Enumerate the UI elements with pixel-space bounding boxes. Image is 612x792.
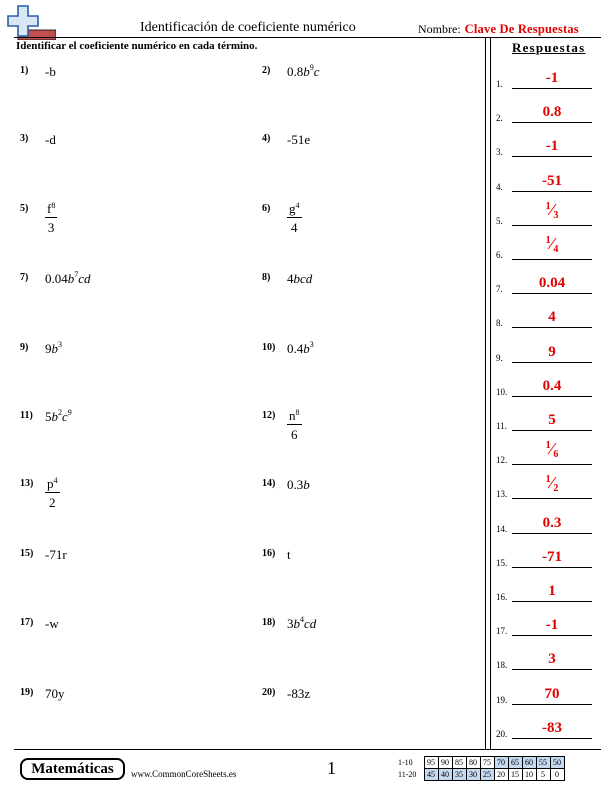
problem-number: 5) <box>20 203 29 214</box>
answer-fraction-slash: ⁄ <box>550 439 554 459</box>
problem-expression <box>287 132 310 148</box>
answer-line <box>512 498 592 499</box>
numerator-exponent: 4 <box>53 476 58 485</box>
answer-value: -1 <box>545 70 559 86</box>
answer-line <box>512 669 592 670</box>
name-label: Nombre: <box>418 22 461 36</box>
answer-number: 5. <box>496 215 503 226</box>
problem-number: 7) <box>20 272 29 283</box>
variable: b <box>51 341 58 356</box>
problem-number: 9) <box>20 342 29 353</box>
numerator-base: n <box>289 408 296 423</box>
exponent: 2 <box>58 408 62 417</box>
variable: c <box>62 409 68 424</box>
answer-line <box>512 225 592 226</box>
problem-expression <box>287 686 310 702</box>
score-cell: 65 <box>508 757 522 769</box>
answer-fraction-denominator: 6 <box>553 449 559 461</box>
variable: b <box>67 271 75 286</box>
answer-value: 5 <box>548 412 556 428</box>
problem-expression <box>287 271 312 287</box>
answer-number: 9. <box>496 352 503 363</box>
problem-number: 19) <box>20 687 34 698</box>
answer-line <box>512 396 592 397</box>
answer-number: 12. <box>496 455 508 466</box>
variable: bcd <box>293 271 313 286</box>
fraction-numerator <box>45 476 60 493</box>
score-cell: 5 <box>536 769 550 781</box>
score-cell: 85 <box>452 757 466 769</box>
exponent: 9 <box>67 408 72 417</box>
problem-number: 1) <box>20 65 29 76</box>
problem-number: 4) <box>262 133 271 144</box>
answer-line <box>512 601 592 602</box>
problem-expression <box>45 409 72 425</box>
problem-expression <box>45 271 91 287</box>
variable: b <box>303 341 310 356</box>
variable: cd <box>304 616 317 631</box>
fraction-numerator <box>287 201 302 218</box>
answer-line <box>512 362 592 363</box>
problem-expression <box>287 547 291 563</box>
exponent: 9 <box>309 63 314 72</box>
answer-fraction-numerator: 1 <box>545 235 551 246</box>
problem-number: 11) <box>20 410 33 421</box>
answer-value: -51 <box>542 172 562 189</box>
score-cell: 50 <box>550 757 564 769</box>
instructions: Identificar el coeficiente numérico en cada término. <box>16 40 258 52</box>
score-table <box>398 756 565 781</box>
problem-expression <box>45 476 60 511</box>
answer-fraction <box>512 200 592 221</box>
answer-line <box>512 635 592 636</box>
answer-line <box>512 704 592 705</box>
answer-value: 0.04 <box>538 275 566 292</box>
score-cell: 20 <box>494 769 508 781</box>
problem-expression <box>45 201 57 236</box>
answer-number: 13. <box>496 489 508 500</box>
answer-line <box>512 259 592 260</box>
score-row-label: 11-20 <box>398 770 417 779</box>
answer-line <box>512 88 592 89</box>
score-cell: 0 <box>550 769 564 781</box>
fraction-denominator: 6 <box>291 427 298 442</box>
score-cell: 95 <box>424 757 438 769</box>
problem-number: 20) <box>262 687 276 698</box>
fraction <box>45 476 60 510</box>
answer-line <box>512 430 592 431</box>
problem-number: 6) <box>262 203 271 214</box>
answer-line <box>512 533 592 534</box>
answer-line <box>512 327 592 328</box>
answer-value: -71 <box>542 548 562 565</box>
variable: b <box>303 64 310 79</box>
score-cell: 90 <box>438 757 452 769</box>
worksheet-title: Identificación de coeficiente numérico <box>140 20 356 35</box>
problem-expression <box>45 64 56 80</box>
answer-number: 17. <box>496 626 508 637</box>
footer-divider <box>14 749 601 750</box>
score-cell: 30 <box>466 769 480 781</box>
problem-number: 10) <box>262 342 276 353</box>
numerator-exponent: 8 <box>51 201 56 210</box>
problem-expression <box>287 341 314 357</box>
site-url: www.CommonCoreSheets.es <box>131 769 237 779</box>
coefficient-text: 4 <box>287 271 294 286</box>
answer-line <box>512 122 592 123</box>
answer-number: 15. <box>496 557 508 568</box>
score-cell: 80 <box>466 757 480 769</box>
coefficient-text: t <box>287 547 291 562</box>
answer-line <box>512 293 592 294</box>
variable: b <box>293 616 300 631</box>
problem-expression <box>45 616 59 632</box>
coefficient-text: -51e <box>287 132 311 147</box>
page-number: 1 <box>327 758 336 778</box>
answer-line <box>512 738 592 739</box>
answer-number: 8. <box>496 318 503 329</box>
answer-line <box>512 464 592 465</box>
answer-number: 1. <box>496 79 503 89</box>
answer-key-label: Clave De Respuestas <box>464 22 579 36</box>
answer-fraction-denominator: 4 <box>553 244 559 255</box>
answer-value: 0.3 <box>542 514 562 531</box>
answer-value: -1 <box>545 138 559 155</box>
answer-number: 20. <box>496 728 508 739</box>
problem-expression <box>45 132 56 148</box>
variable: cd <box>78 271 91 286</box>
fraction-denominator: 2 <box>49 495 56 510</box>
problem-expression <box>287 408 302 443</box>
coefficient-text: 0.4 <box>287 341 304 356</box>
fraction <box>45 201 57 235</box>
problem-number: 14) <box>262 478 276 489</box>
answer-number: 3. <box>496 147 503 158</box>
coefficient-text: -b <box>45 64 56 79</box>
numerator-base: p <box>47 476 54 491</box>
answer-fraction-denominator: 2 <box>553 483 559 495</box>
answer-line <box>512 156 592 157</box>
score-row <box>398 769 564 781</box>
problem-number: 16) <box>262 548 276 559</box>
numerator-exponent: 8 <box>295 408 300 417</box>
answer-value: 70 <box>544 685 560 702</box>
score-cell: 40 <box>438 769 452 781</box>
problem-expression <box>45 547 67 563</box>
problem-expression <box>45 341 62 357</box>
answers-heading: Respuestas <box>512 40 586 55</box>
score-cell: 25 <box>480 769 494 781</box>
answer-fraction-slash: ⁄ <box>550 473 554 493</box>
variable: b <box>303 477 310 492</box>
score-cell: 55 <box>536 757 550 769</box>
problem-number: 15) <box>20 548 34 559</box>
answer-value: -83 <box>542 719 562 736</box>
answer-column-divider <box>485 37 486 750</box>
answer-line <box>512 567 592 568</box>
coefficient-text: 0.3 <box>287 477 304 492</box>
answer-number: 11. <box>496 421 507 431</box>
answer-value: 1 <box>548 583 556 599</box>
problem-expression <box>287 477 310 493</box>
answer-number: 6. <box>496 250 503 260</box>
score-cell: 45 <box>424 769 438 781</box>
answer-fraction-slash: ⁄ <box>550 199 554 219</box>
answer-fraction-numerator: 1 <box>545 200 551 212</box>
answer-value: 4 <box>548 309 556 326</box>
answer-number: 14. <box>496 523 508 534</box>
score-cell: 15 <box>508 769 522 781</box>
score-cell: 75 <box>480 757 494 769</box>
problem-expression <box>287 201 302 236</box>
fraction-denominator: 4 <box>291 220 298 235</box>
answer-fraction-numerator: 1 <box>545 440 551 452</box>
answer-number: 18. <box>496 660 508 671</box>
problem-expression <box>45 686 65 702</box>
answer-fraction <box>512 234 592 255</box>
coefficient-text: 0.04 <box>45 271 68 286</box>
coefficient-text: -d <box>45 132 56 147</box>
problem-number: 12) <box>262 410 276 421</box>
answer-line <box>512 191 592 192</box>
problem-number: 2) <box>262 65 271 76</box>
answer-number: 2. <box>496 113 503 124</box>
problem-number: 17) <box>20 617 34 628</box>
answer-number: 10. <box>496 386 508 397</box>
answer-value: 0.8 <box>542 104 562 121</box>
answer-fraction <box>512 473 592 494</box>
exponent: 4 <box>300 615 304 624</box>
variable: b <box>51 409 58 424</box>
answer-fraction-slash: ⁄ <box>550 234 554 253</box>
score-cell: 35 <box>452 769 466 781</box>
exponent: 7 <box>74 270 79 279</box>
problem-number: 13) <box>20 478 34 489</box>
coefficient-text: 5 <box>45 409 52 424</box>
numerator-base: g <box>289 201 296 216</box>
answer-column-divider-inner <box>490 37 491 750</box>
problem-expression <box>287 616 316 632</box>
score-row <box>398 757 564 769</box>
name-field <box>418 22 579 37</box>
coefficient-text: -83z <box>287 686 311 701</box>
problem-number: 3) <box>20 133 29 144</box>
exponent: 3 <box>58 340 62 349</box>
answer-fraction-numerator: 1 <box>545 474 551 486</box>
score-cell: 60 <box>522 757 536 769</box>
exponent: 3 <box>309 340 314 349</box>
coefficient-text: 0.8 <box>287 64 304 79</box>
subject-badge: Matemáticas <box>20 758 125 780</box>
fraction <box>287 201 302 235</box>
coefficient-text: 3 <box>287 616 294 631</box>
numerator-base: f <box>47 201 52 216</box>
score-cell: 70 <box>494 757 508 769</box>
answer-value: 0.4 <box>542 377 562 394</box>
answer-value: 9 <box>548 343 556 360</box>
numerator-exponent: 4 <box>295 201 300 210</box>
answer-number: 16. <box>496 592 508 602</box>
problem-expression <box>287 64 320 80</box>
score-row-label: 1-10 <box>398 758 413 767</box>
problem-number: 8) <box>262 272 271 283</box>
answer-number: 4. <box>496 181 503 192</box>
answer-number: 19. <box>496 694 508 705</box>
answer-fraction-denominator: 3 <box>553 209 559 221</box>
answer-fraction <box>512 439 592 460</box>
header-divider <box>14 37 601 38</box>
fraction-numerator <box>45 201 57 218</box>
fraction-numerator <box>287 408 302 425</box>
coefficient-text: -w <box>45 616 59 631</box>
answer-value: -1 <box>545 617 559 634</box>
fraction-denominator: 3 <box>47 220 55 235</box>
score-cell: 10 <box>522 769 536 781</box>
answer-number: 7. <box>496 284 503 295</box>
fraction <box>287 408 302 442</box>
problem-number: 18) <box>262 617 276 628</box>
coefficient-text: 9 <box>45 341 52 356</box>
coefficient-text: -71r <box>45 547 67 562</box>
variable: c <box>313 64 320 79</box>
plus-logo-icon <box>4 4 56 40</box>
answer-value: 3 <box>548 651 556 668</box>
coefficient-text: 70y <box>45 686 65 701</box>
